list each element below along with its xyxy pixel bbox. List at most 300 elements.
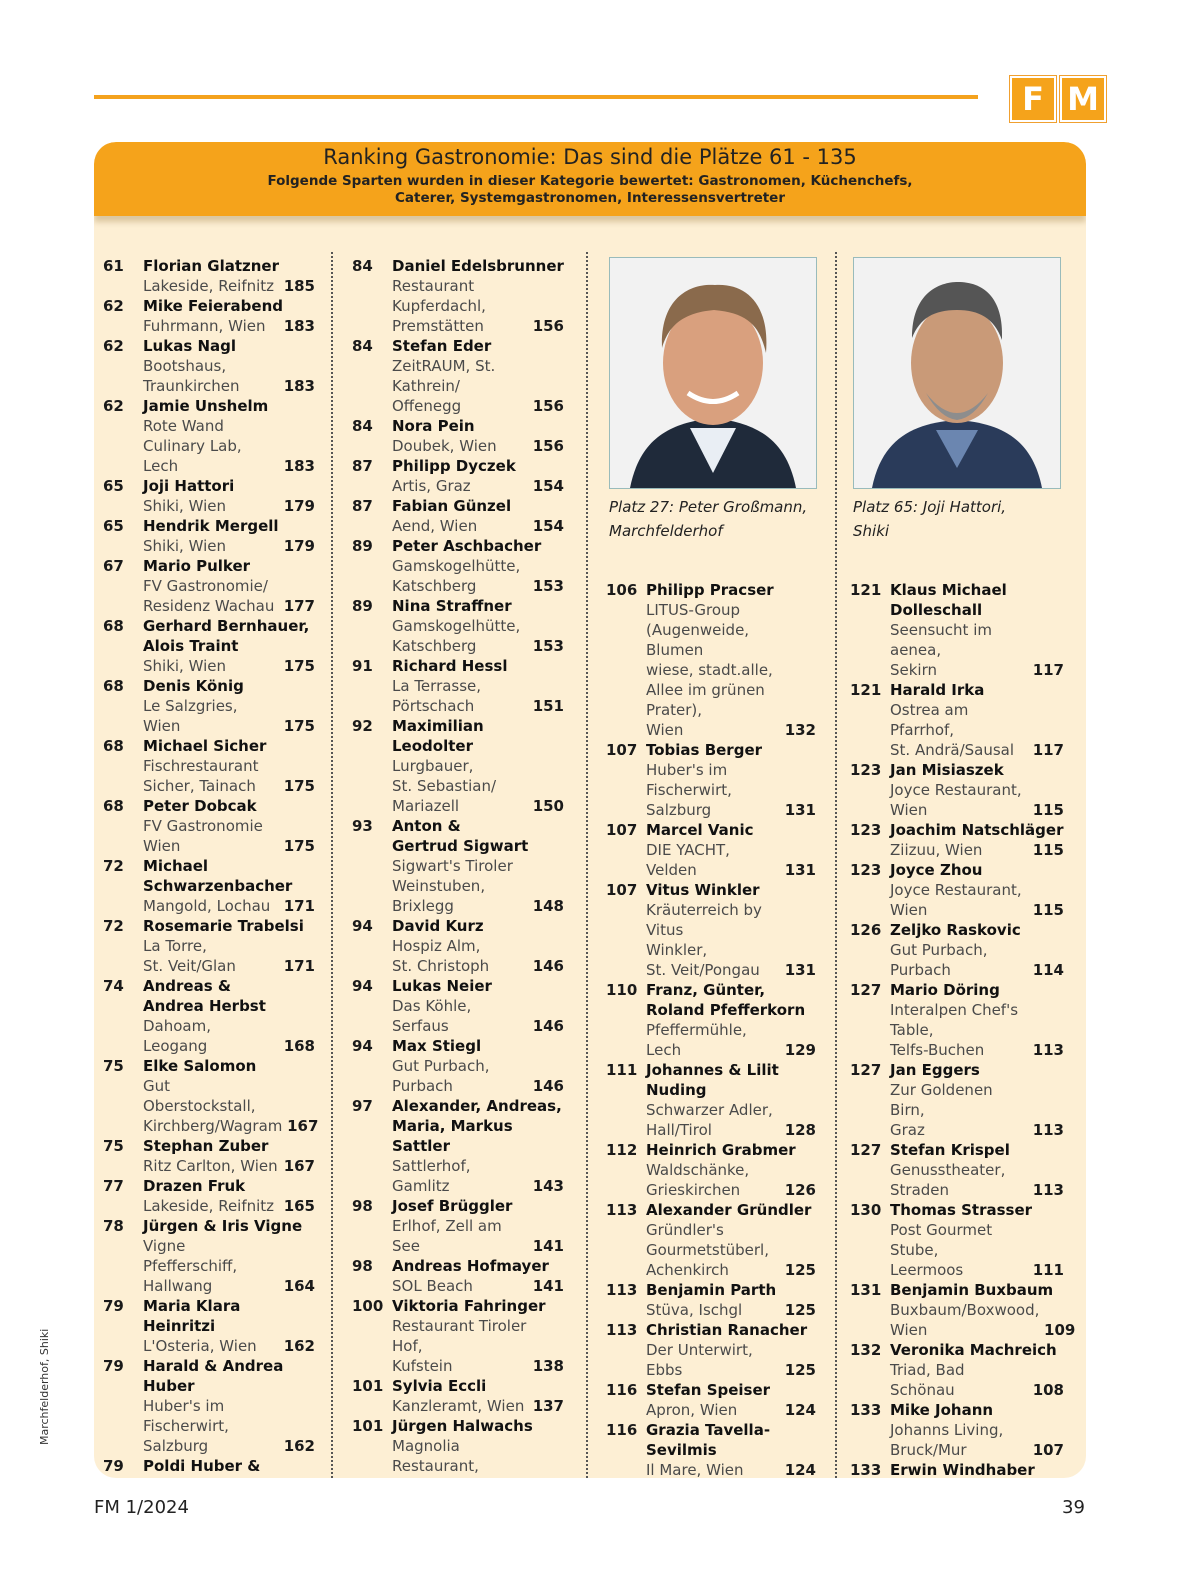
ranking-column-4 (850, 580, 1076, 1478)
points-value: 131 (784, 801, 816, 819)
caption-1-line-1: Platz 27: Peter Großmann, (609, 498, 808, 516)
rank-number: 91 (352, 657, 373, 675)
ranking-entry (103, 1176, 315, 1216)
column-divider (835, 252, 837, 1478)
ranking-entry (606, 980, 816, 1060)
ranking-entry (850, 1060, 1064, 1140)
photo-peter-grossmann (609, 257, 817, 489)
top-rule (94, 95, 978, 99)
venue-line: Sicher, Tainach (143, 777, 256, 795)
points-value: 154 (532, 477, 564, 495)
person-name: Joyce Zhou (890, 861, 983, 879)
ranking-entry (606, 1280, 816, 1320)
venue-line: Shiki, Wien (143, 497, 226, 515)
venue-line: wiese, stadt.alle, (646, 661, 773, 679)
ranking-entry (850, 1400, 1064, 1460)
ranking-entry (103, 476, 315, 516)
ranking-entry (103, 616, 315, 676)
ranking-entry (352, 916, 564, 976)
caption-2-line-2: Shiki (853, 522, 890, 540)
venue-line: Traunkirchen (143, 377, 240, 395)
person-name: Maximilian Leodolter (392, 717, 484, 755)
points-value: 131 (784, 961, 816, 979)
photo-credit: Marchfelderhof, Shiki (38, 1328, 51, 1445)
ranking-column-2 (352, 256, 564, 1478)
venue-line: Restaurant Kupferdachl, (392, 277, 486, 315)
ranking-entry (606, 1140, 816, 1200)
person-name: Hendrik Mergell (143, 517, 279, 535)
venue-line: Apron, Wien (646, 1401, 738, 1419)
rank-number: 133 (850, 1461, 882, 1478)
venue-line: Lakeside, Reifnitz (143, 277, 275, 295)
ranking-entry (850, 1200, 1064, 1280)
points-value: 111 (1032, 1261, 1064, 1279)
ranking-entry (352, 1416, 564, 1478)
rank-number: 75 (103, 1057, 124, 1075)
person-name: David Kurz (392, 917, 484, 935)
venue-line: Huber's im Fischerwirt, (143, 1397, 229, 1435)
photo-caption-2 (853, 495, 1006, 543)
caption-1-line-2: Marchfelderhof (609, 522, 723, 540)
ranking-entry (606, 820, 816, 880)
person-name: Benjamin Parth (646, 1281, 777, 1299)
ranking-entry (103, 296, 315, 336)
rank-number: 62 (103, 297, 124, 315)
venue-line: Ostrea am Pfarrhof, (890, 701, 969, 739)
venue-line: Fuhrmann, Wien (143, 317, 266, 335)
ranking-entry (352, 716, 564, 816)
ranking-entry (103, 396, 315, 476)
rank-number: 123 (850, 761, 882, 779)
person-name: Vitus Winkler (646, 881, 760, 899)
venue-line: Il Mare, Wien (646, 1461, 744, 1478)
rank-number: 87 (352, 497, 373, 515)
person-name: Poldi Huber & (143, 1457, 261, 1475)
venue-line: Pörtschach (392, 697, 475, 715)
points-value: 117 (1032, 661, 1064, 679)
venue-line: Salzburg (143, 1437, 209, 1455)
venue-line: Hospiz Alm, (392, 937, 481, 955)
points-value: 167 (287, 1117, 319, 1135)
venue-line: Winkler, (646, 941, 708, 959)
venue-line: St. Andrä/Sausal (890, 741, 1015, 759)
rank-number: 79 (103, 1297, 124, 1315)
ranking-header (94, 142, 1086, 216)
venue-line: Culinary Lab, (143, 437, 242, 455)
person-name: Klaus Michael (890, 581, 1007, 599)
rank-number: 100 (352, 1297, 384, 1315)
venue-line: Der Unterwirt, Ebbs (646, 1341, 753, 1379)
rank-number: 123 (850, 821, 882, 839)
points-value: 168 (283, 1037, 315, 1055)
venue-line: Gründler's (646, 1221, 724, 1239)
person-name: Alexander, Andreas, (392, 1097, 562, 1115)
rank-number: 113 (606, 1321, 638, 1339)
person-name: Sylvia Eccli (392, 1377, 487, 1395)
person-name: Benjamin Buxbaum (890, 1281, 1054, 1299)
venue-line: Triad, Bad Schönau (890, 1361, 965, 1399)
person-name: Stefan Speiser (646, 1381, 771, 1399)
person-name: Max Stiegl (392, 1037, 482, 1055)
points-value: 108 (1032, 1381, 1064, 1399)
photo-joji-hattori (853, 257, 1061, 489)
venue-line: La Torre, (143, 937, 207, 955)
rank-number: 127 (850, 981, 882, 999)
person-name: Tobias Berger (646, 741, 763, 759)
venue-line: DIE YACHT, Velden (646, 841, 730, 879)
points-value: 156 (532, 317, 564, 335)
ranking-entry (606, 740, 816, 820)
person-name: Alois Traint (143, 637, 239, 655)
person-name: Jürgen & Iris Vigne (143, 1217, 303, 1235)
ranking-entry (103, 796, 315, 856)
venue-line: Johanns Living, (890, 1421, 1004, 1439)
person-name: Philipp Pracser (646, 581, 774, 599)
venue-line: Hallwang (143, 1277, 213, 1295)
venue-line: Aend, Wien (392, 517, 478, 535)
venue-line: Huber's im Fischerwirt, (646, 761, 732, 799)
rank-number: 92 (352, 717, 373, 735)
venue-line: Sigwart's Tiroler (392, 857, 513, 875)
logo-letter-f: F (1010, 76, 1056, 122)
ranking-entry (606, 880, 816, 980)
ranking-panel (94, 142, 1086, 1478)
venue-line: Buxbaum/Boxwood, (890, 1301, 1040, 1319)
rank-number: 78 (103, 1217, 124, 1235)
person-name: Franz, Günter, (646, 981, 766, 999)
rank-number: 97 (352, 1097, 373, 1115)
points-value: 132 (784, 721, 816, 739)
ranking-entry (352, 1096, 564, 1196)
ranking-entry (850, 1280, 1076, 1340)
ranking-entry (352, 976, 564, 1036)
person-name: Nina Straffner (392, 597, 512, 615)
rank-number: 121 (850, 581, 882, 599)
person-name: Mike Feierabend (143, 297, 284, 315)
venue-line: Telfs-Buchen (890, 1041, 985, 1059)
points-value: 162 (283, 1437, 315, 1455)
venue-line: Gut Oberstockstall, (143, 1077, 256, 1115)
points-value: 148 (532, 897, 564, 915)
points-value: 125 (784, 1261, 816, 1279)
points-value: 113 (1032, 1121, 1064, 1139)
venue-line: Das Köhle, Serfaus (392, 997, 472, 1035)
points-value: 141 (532, 1237, 564, 1255)
rank-number: 68 (103, 737, 124, 755)
ranking-entry (352, 456, 564, 496)
rank-number: 72 (103, 857, 124, 875)
rank-number: 68 (103, 677, 124, 695)
venue-line: Premstätten (392, 317, 484, 335)
rank-number: 121 (850, 681, 882, 699)
person-name: Andrea Herbst (143, 997, 266, 1015)
person-name: Peter Dobcak (143, 797, 257, 815)
rank-number: 130 (850, 1201, 882, 1219)
points-value: 114 (1032, 961, 1064, 979)
person-name: Schwarzenbacher (143, 877, 293, 895)
person-name: Fabian Günzel (392, 497, 512, 515)
venue-line: Bruck/Mur (890, 1441, 967, 1459)
ranking-column-3 (606, 580, 816, 1478)
person-name: Philipp Dyczek (392, 457, 516, 475)
person-name: Joji Hattori (143, 477, 235, 495)
rank-number: 123 (850, 861, 882, 879)
venue-line: Artis, Graz (392, 477, 471, 495)
rank-number: 67 (103, 557, 124, 575)
points-value: 177 (283, 597, 315, 615)
ranking-entry (606, 1060, 816, 1140)
person-name: Peter Aschbacher (392, 537, 542, 555)
person-name: Veronika Machreich (890, 1341, 1057, 1359)
rank-number: 106 (606, 581, 638, 599)
venue-line: Weinstuben, (392, 877, 486, 895)
rank-number: 77 (103, 1177, 124, 1195)
points-value: 129 (784, 1041, 816, 1059)
points-value: 138 (532, 1357, 564, 1375)
person-name: Stefan Eder (392, 337, 492, 355)
points-value: 154 (532, 517, 564, 535)
portrait-image (854, 258, 1060, 488)
points-value: 156 (532, 397, 564, 415)
ranking-entry (103, 256, 315, 296)
points-value: 175 (283, 657, 315, 675)
venue-line: St. Veit/Pongau (646, 961, 760, 979)
person-name: Stefan Krispel (890, 1141, 1010, 1159)
person-name: Jürgen Halwachs (392, 1417, 533, 1435)
venue-line: Gamskogelhütte, (392, 557, 521, 575)
points-value: 143 (532, 1177, 564, 1195)
ranking-entry (606, 1320, 816, 1380)
ranking-entry (850, 760, 1064, 820)
rank-number: 65 (103, 517, 124, 535)
venue-line: St. Christoph (392, 957, 490, 975)
ranking-entry (352, 596, 564, 656)
rank-number: 62 (103, 337, 124, 355)
points-value: 165 (283, 1197, 315, 1215)
rank-number: 132 (850, 1341, 882, 1359)
ranking-entry (850, 820, 1064, 860)
points-value: 151 (532, 697, 564, 715)
points-value: 179 (283, 497, 315, 515)
rank-number: 131 (850, 1281, 882, 1299)
person-name: Michael (143, 857, 209, 875)
rank-number: 127 (850, 1141, 882, 1159)
venue-line (392, 1476, 528, 1478)
points-value: 183 (283, 377, 315, 395)
rank-number: 101 (352, 1377, 384, 1395)
points-value: 171 (283, 957, 315, 975)
rank-number: 112 (606, 1141, 638, 1159)
person-name: Richard Hessl (392, 657, 508, 675)
points-value: 183 (283, 317, 315, 335)
ranking-entry (103, 676, 315, 736)
venue-line: Schwarzer Adler, (646, 1101, 773, 1119)
venue-line: Katschberg (392, 637, 477, 655)
ranking-entry (103, 916, 315, 976)
venue-line: Seensucht im aenea, (890, 621, 992, 659)
logo-letter-m: M (1060, 76, 1106, 122)
rank-number: 72 (103, 917, 124, 935)
venue-line: Residenz Wachau (143, 597, 275, 615)
ranking-entry (103, 1296, 315, 1356)
rank-number: 94 (352, 917, 373, 935)
ranking-column-1 (103, 256, 319, 1478)
person-name: Harald Irka (890, 681, 985, 699)
person-name: Christian Ranacher (646, 1321, 808, 1339)
venue-line: Grieskirchen (646, 1181, 741, 1199)
rank-number: 79 (103, 1357, 124, 1375)
venue-line: L'Osteria, Wien (143, 1337, 257, 1355)
venue-line: Allee im grünen Prater), (646, 681, 765, 719)
rank-number: 61 (103, 257, 124, 275)
venue-line: Doubek, Wien (392, 437, 497, 455)
venue-line: Kräuterreich by Vitus (646, 901, 762, 939)
ranking-entry (850, 1140, 1064, 1200)
venue-line: Salzburg (646, 801, 712, 819)
ranking-entry (850, 860, 1064, 920)
rank-number: 84 (352, 417, 373, 435)
venue-line: Dahoam, (143, 1017, 211, 1035)
rank-number: 101 (352, 1417, 384, 1435)
ranking-subtitle-line-2: Caterer, Systemgastronomen, Interessensvertreter (395, 190, 785, 206)
person-name: Harald & Andrea Huber (143, 1357, 284, 1395)
ranking-entry (850, 1460, 1064, 1478)
venue-line: Joyce Restaurant, (890, 781, 1022, 799)
person-name: Denis König (143, 677, 244, 695)
venue-line: Straden (890, 1181, 950, 1199)
person-name: Erwin Windhaber (890, 1461, 1035, 1478)
venue-line: Wien (143, 837, 181, 855)
rank-number: 98 (352, 1257, 373, 1275)
points-value: 175 (283, 777, 315, 795)
points-value: 179 (283, 537, 315, 555)
venue-line: Gamskogelhütte, (392, 617, 521, 635)
venue-line: Le Salzgries, Wien (143, 697, 238, 735)
person-name: Andreas & (143, 977, 231, 995)
venue-line: Waldschänke, (646, 1161, 750, 1179)
rank-number: 127 (850, 1061, 882, 1079)
person-name: Anton & (392, 817, 461, 835)
person-name: Josef Brüggler (392, 1197, 513, 1215)
person-name: Michael Sicher (143, 737, 267, 755)
points-value: 125 (784, 1301, 816, 1319)
points-value: 146 (532, 957, 564, 975)
points-value: 126 (784, 1181, 816, 1199)
column-divider (331, 252, 333, 1478)
venue-line: FV Gastronomie (143, 817, 263, 835)
venue-line: Shiki, Wien (143, 657, 226, 675)
rank-number: 68 (103, 797, 124, 815)
person-name: Jan Misiaszek (890, 761, 1004, 779)
ranking-entry (103, 516, 315, 556)
ranking-entry (103, 736, 315, 796)
person-name: Jamie Unshelm (143, 397, 269, 415)
page-number: 39 (1062, 1497, 1085, 1518)
rank-number: 107 (606, 881, 638, 899)
points-value: 185 (283, 277, 315, 295)
venue-line: Wien (890, 901, 928, 919)
person-name: Andreas Hofmayer (392, 1257, 549, 1275)
venue-line: St. Veit/Glan (143, 957, 236, 975)
venue-line: Mariazell (392, 797, 460, 815)
points-value: 164 (283, 1277, 315, 1295)
ranking-entry (606, 580, 816, 740)
ranking-entry (103, 976, 315, 1056)
portrait-image (610, 258, 816, 488)
points-value: 146 (532, 1017, 564, 1035)
points-value: 175 (283, 837, 315, 855)
rank-number: 75 (103, 1137, 124, 1155)
venue-line: LITUS-Group (646, 601, 741, 619)
points-value: 153 (532, 577, 564, 595)
points-value: 109 (1044, 1321, 1076, 1339)
venue-line: Lakeside, Reifnitz (143, 1197, 275, 1215)
ranking-entry (352, 336, 564, 416)
venue-line: Ziizuu, Wien (890, 841, 983, 859)
venue-line: Brixlegg (392, 897, 454, 915)
venue-line: Offenegg (392, 397, 462, 415)
ranking-entry (103, 856, 315, 916)
points-value: 141 (532, 1277, 564, 1295)
person-name: Gerhard Bernhauer, (143, 617, 310, 635)
points-value: 131 (784, 861, 816, 879)
points-value: 117 (1032, 741, 1064, 759)
ranking-entry (352, 656, 564, 716)
ranking-entry (352, 1036, 564, 1096)
venue-line: Achenkirch (646, 1261, 729, 1279)
ranking-entry (103, 1136, 315, 1176)
issue-label: FM 1/2024 (94, 1497, 189, 1518)
points-value: 113 (1032, 1181, 1064, 1199)
ranking-entry (352, 1196, 564, 1256)
venue-line: Wien (890, 1321, 928, 1339)
venue-line: Sattlerhof, Gamlitz (392, 1157, 471, 1195)
rank-number: 116 (606, 1421, 638, 1439)
rank-number: 87 (352, 457, 373, 475)
ranking-entry (850, 580, 1064, 680)
person-name: Mario Pulker (143, 557, 251, 575)
ranking-entry (850, 680, 1064, 760)
venue-line: Kirchberg/Wagram (143, 1117, 283, 1135)
points-value (530, 1476, 564, 1478)
rank-number: 94 (352, 977, 373, 995)
venue-line: La Terrasse, (392, 677, 482, 695)
points-value: 128 (784, 1121, 816, 1139)
venue-line: Kufstein (392, 1357, 453, 1375)
rank-number: 79 (103, 1457, 124, 1475)
person-name: Grazia Tavella-Sevilmis (646, 1421, 771, 1459)
points-value: 113 (1032, 1041, 1064, 1059)
rank-number: 84 (352, 337, 373, 355)
venue-line: Erlhof, Zell am See (392, 1217, 502, 1255)
venue-line: Leogang (143, 1037, 208, 1055)
person-name: Elke Salomon (143, 1057, 257, 1075)
rank-number: 89 (352, 537, 373, 555)
rank-number: 107 (606, 741, 638, 759)
ranking-entry (103, 1216, 315, 1296)
ranking-entry (850, 920, 1064, 980)
venue-line: Bootshaus, (143, 357, 227, 375)
venue-line: Mangold, Lochau (143, 897, 271, 915)
points-value: 124 (784, 1401, 816, 1419)
ranking-entry (103, 336, 315, 396)
venue-line: Wien (646, 721, 684, 739)
person-name: Mike Johann (890, 1401, 994, 1419)
venue-line: Wien (890, 801, 928, 819)
caption-2-line-1: Platz 65: Joji Hattori, (853, 498, 1007, 516)
venue-line: Gut Purbach, (392, 1057, 490, 1075)
venue-line: Fischrestaurant (143, 757, 259, 775)
